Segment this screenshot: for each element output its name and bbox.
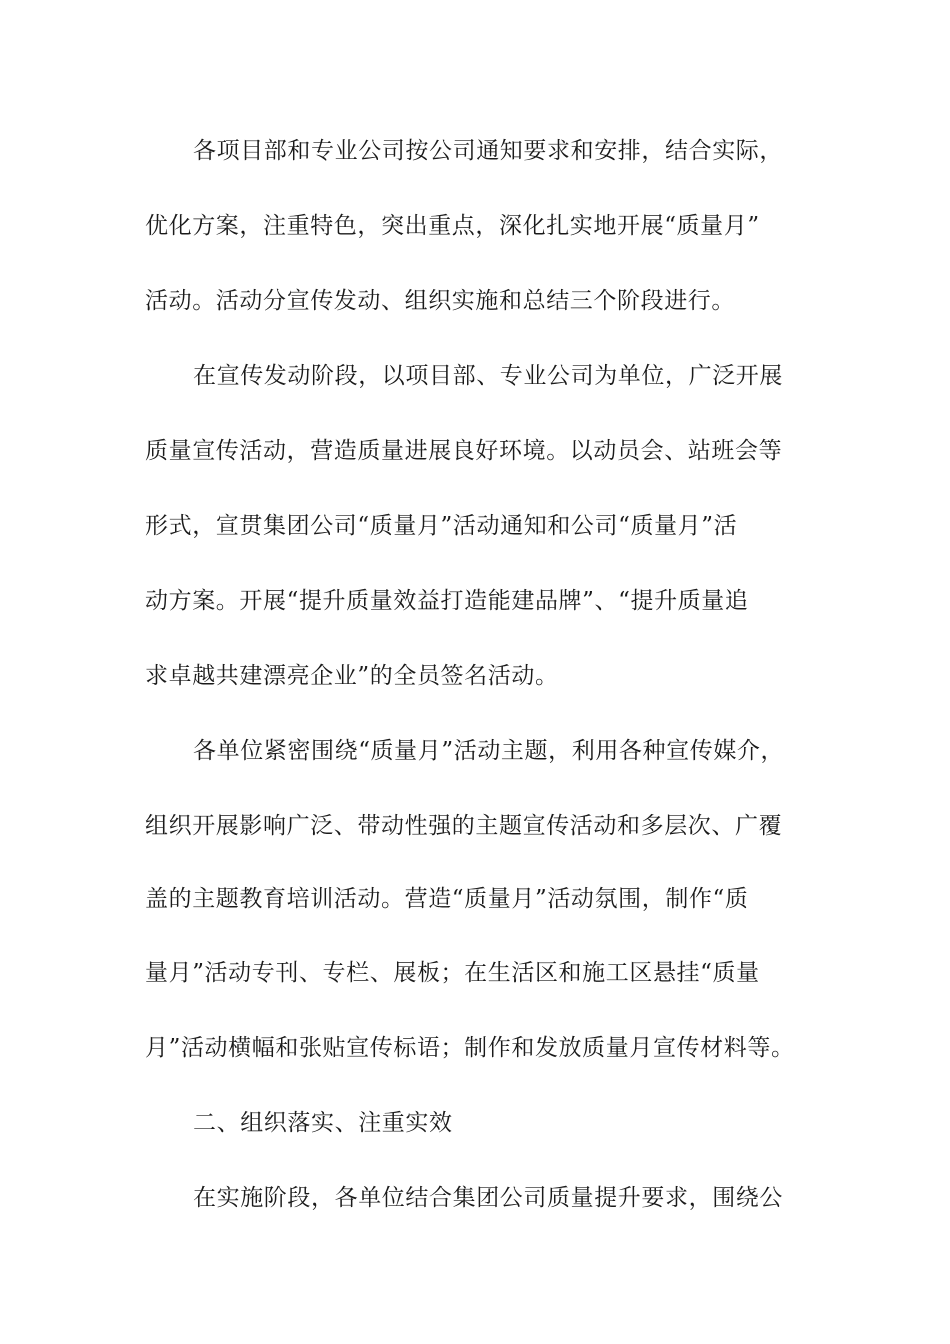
paragraph-2-line-1: 在宣传发动阶段，以项目部、专业公司为单位，广泛开展	[193, 363, 783, 389]
paragraph-3-line-3: 盖的主题教育培训活动。营造“质量月”活动氛围，制作“质	[145, 886, 749, 912]
paragraph-3-line-2: 组织开展影响广泛、带动性强的主题宣传活动和多层次、广覆	[145, 813, 783, 839]
paragraph-1-line-2: 优化方案，注重特色，突出重点，深化扎实地开展“质量月”	[145, 213, 760, 239]
paragraph-3-line-1: 各单位紧密围绕“质量月”活动主题，利用各种宣传媒介，	[193, 738, 785, 764]
paragraph-1-line-1: 各项目部和专业公司按公司通知要求和安排，结合实际，	[193, 138, 783, 164]
section-heading: 二、组织落实、注重实效	[193, 1110, 453, 1136]
paragraph-2-line-2: 质量宣传活动，营造质量进展良好环境。以动员会、站班会等	[145, 438, 783, 464]
paragraph-4-line-1: 在实施阶段，各单位结合集团公司质量提升要求，围绕公	[193, 1185, 783, 1211]
paragraph-2-line-5: 求卓越共建漂亮企业”的全员签名活动。	[145, 663, 559, 689]
paragraph-2-line-3: 形式，宣贯集团公司“质量月”活动通知和公司“质量月”活	[145, 513, 738, 539]
paragraph-3-line-5: 月”活动横幅和张贴宣传标语；制作和发放质量月宣传材料等。	[145, 1035, 795, 1061]
paragraph-2-line-4: 动方案。开展“提升质量效益打造能建品牌”、“提升质量追	[145, 588, 749, 614]
paragraph-1-line-3: 活动。活动分宣传发动、组织实施和总结三个阶段进行。	[145, 288, 735, 314]
paragraph-3-line-4: 量月”活动专刊、专栏、展板；在生活区和施工区悬挂“质量	[145, 960, 760, 986]
